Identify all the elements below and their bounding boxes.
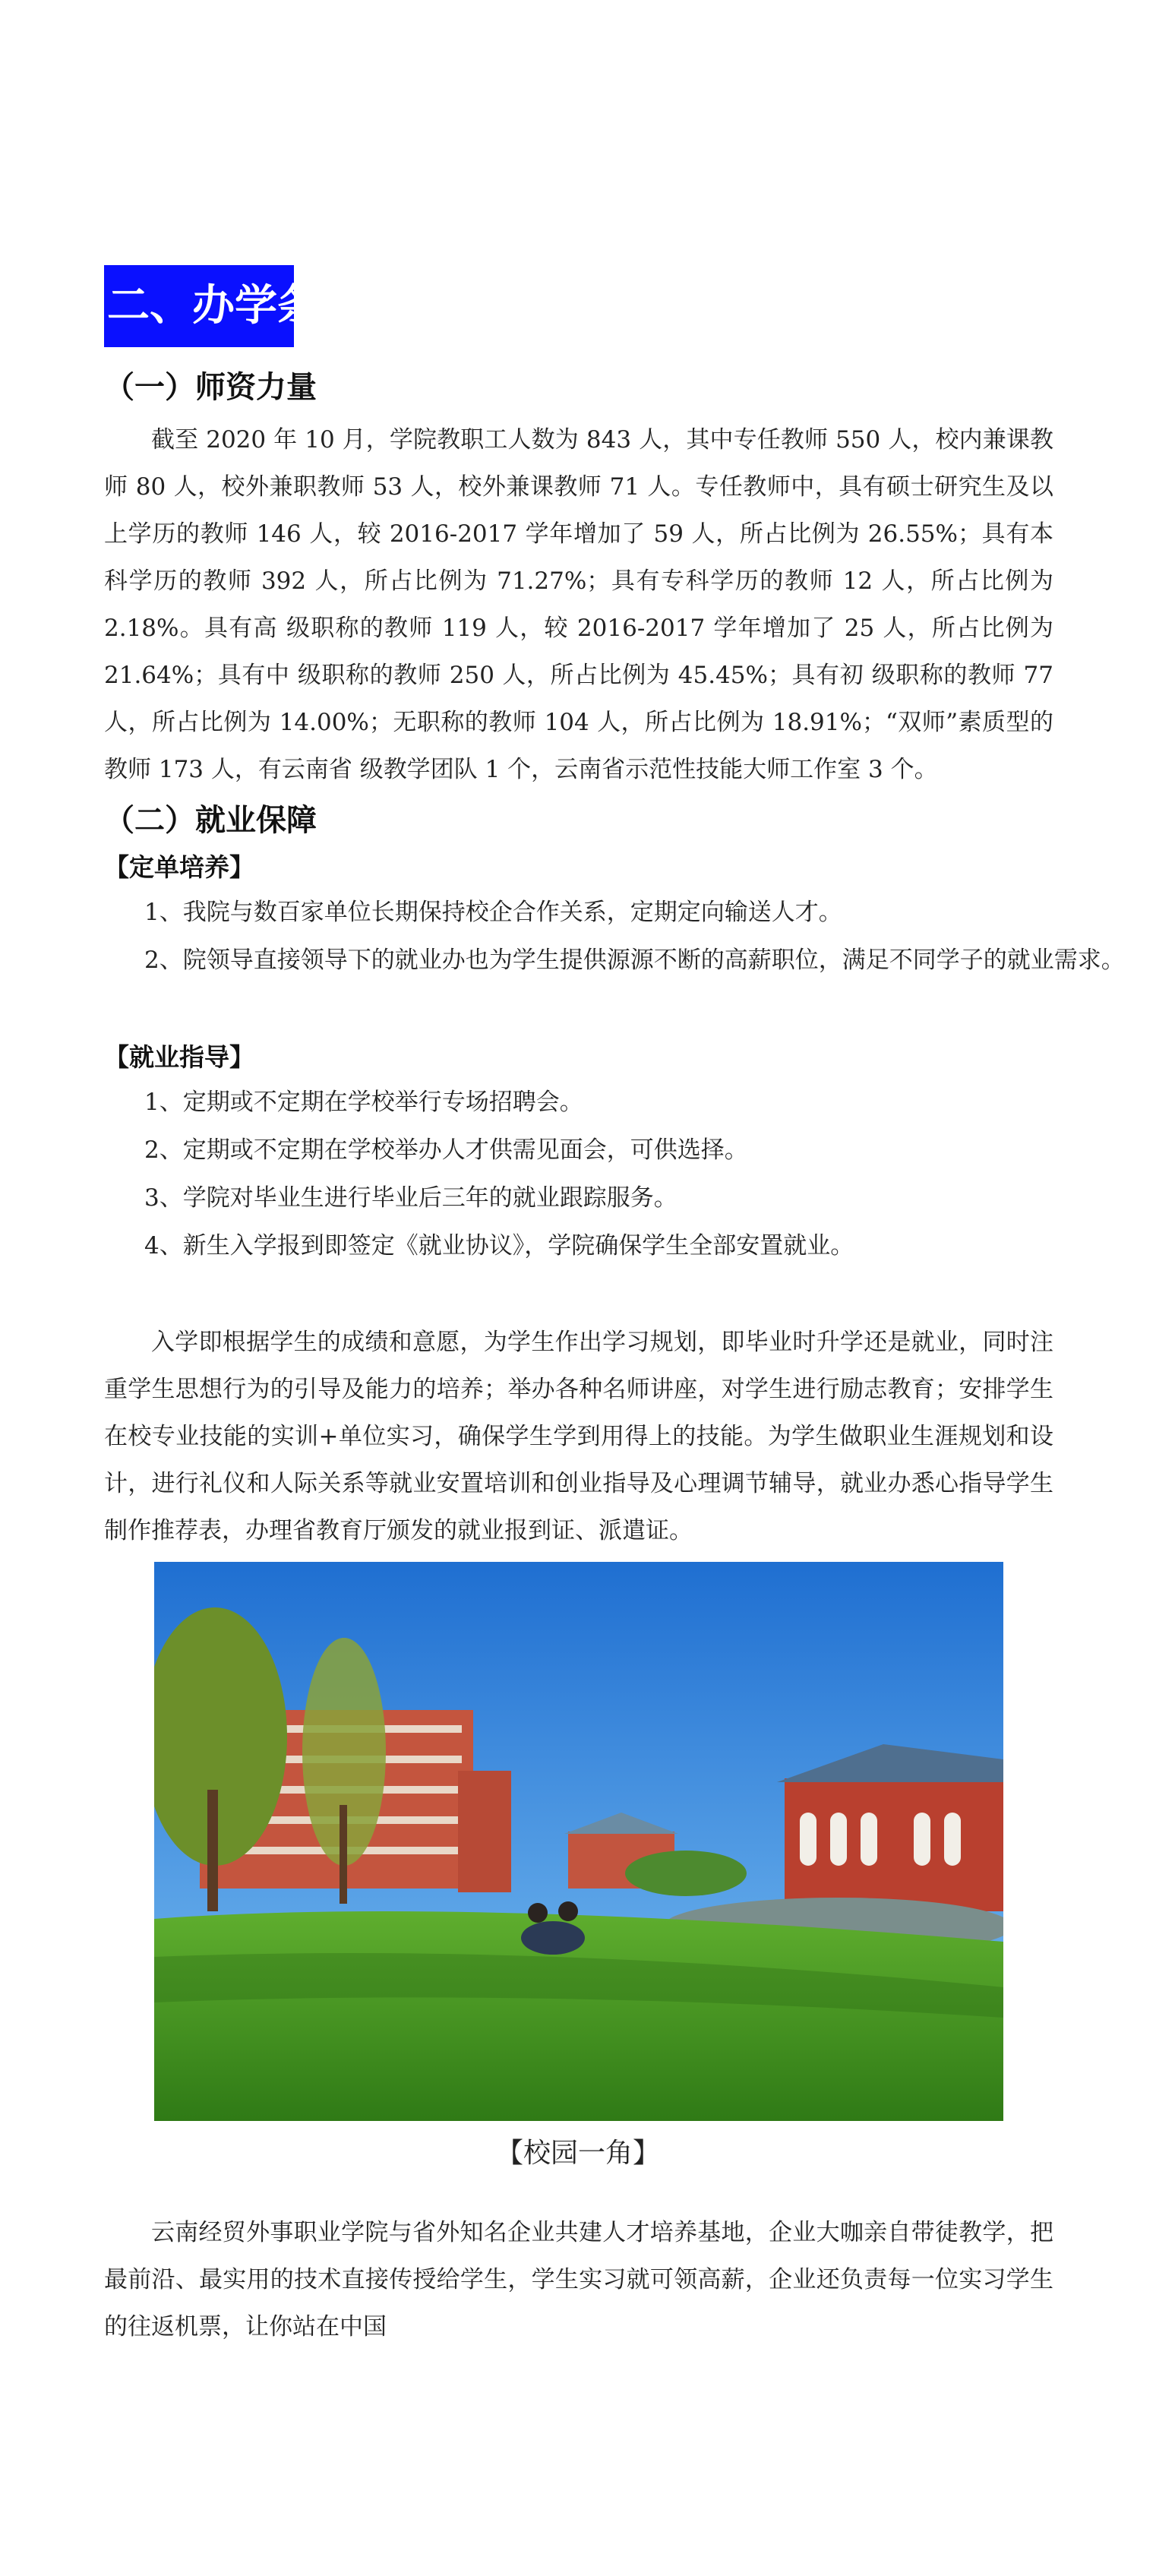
guidance-heading: 【就业指导】 bbox=[104, 1042, 254, 1072]
employment-heading: （二）就业保障 bbox=[104, 803, 317, 838]
faculty-heading: （一）师资力量 bbox=[104, 370, 317, 405]
list-item: 4、新生入学报到即签定《就业协议》，学院确保学生全部安置就业。 bbox=[144, 1232, 854, 1260]
faculty-paragraph: 截至 2020 年 10 月，学院教职工人数为 843 人，其中专任教师 550 人，校内兼课教师 80 人，校外兼职教师 53 人，校外兼课教师 71 人。专任教师中，具有硕士研究生及以上学历的教师 146 人，较 2016-2017 学年增加了 59 人，所占比例为 26.55%；具有本科学历的教师 392 人，所占比例为 71.27%；具有专科学历的教师 12 人，所占比例为 2.18%。具有高 级职称的教师 119 人，较 2016-2017 学年增加了 25 人，所占比例为 21.64%；具有中 级职称的教师 250 人，所占比例为 45.45%；具有初 级职称的教师 77 人，所占比例为 14.00%；无职称的教师 104 人，所占比例为 18.91%；“双师”素质型的教师 173 人，有云南省 级教学团队 1 个，云南省示范性技能大师工作室 3 个。 bbox=[104, 426, 1053, 783]
guidance-list bbox=[144, 1079, 1056, 1270]
order-training-heading: 【定单培养】 bbox=[104, 852, 254, 882]
students bbox=[521, 1921, 585, 1955]
campus-photo bbox=[154, 1562, 1003, 2121]
list-item: 2、定期或不定期在学校举办人才供需见面会，可供选择。 bbox=[144, 1136, 748, 1164]
section-title: 二、办学条件 bbox=[104, 265, 294, 347]
list-item: 2、院领导直接领导下的就业办也为学生提供源源不断的高薪职位，满足不同学子的就业需求。 bbox=[144, 947, 1125, 974]
building-right bbox=[785, 1778, 1003, 1911]
campus-illustration bbox=[154, 1562, 1003, 2121]
list-item: 3、学院对毕业生进行毕业后三年的就业跟踪服务。 bbox=[144, 1184, 677, 1212]
employment-paragraph: 入学即根据学生的成绩和意愿，为学生作出学习规划，即毕业时升学还是就业，同时注重学生思想行为的引导及能力的培养；举办各种名师讲座，对学生进行励志教育；安排学生在校专业技能的实训+单位实习，确保学生学到用得上的技能。为学生做职业生涯规划和设计，进行礼仪和人际关系等就业安置培训和创业指导及心理调节辅导，就业办悉心指导学生制作推荐表，办理省教育厅颁发的就业报到证、派遣证。 bbox=[104, 1329, 1053, 1544]
closing-paragraph: 云南经贸外事职业学院与省外知名企业共建人才培养基地，企业大咖亲自带徒教学，把最前沿、最实用的技术直接传授给学生，学生实习就可领高薪，企业还负责每一位实习学生的往返机票，让你站在中国 bbox=[104, 2219, 1053, 2341]
list-item: 1、定期或不定期在学校举行专场招聘会。 bbox=[144, 1089, 583, 1116]
photo-caption: 【校园一角】 bbox=[495, 2138, 660, 2169]
list-item: 1、我院与数百家单位长期保持校企合作关系，定期定向输送人才。 bbox=[144, 899, 842, 926]
building-left-tower bbox=[458, 1771, 511, 1892]
order-training-list bbox=[144, 889, 1125, 985]
